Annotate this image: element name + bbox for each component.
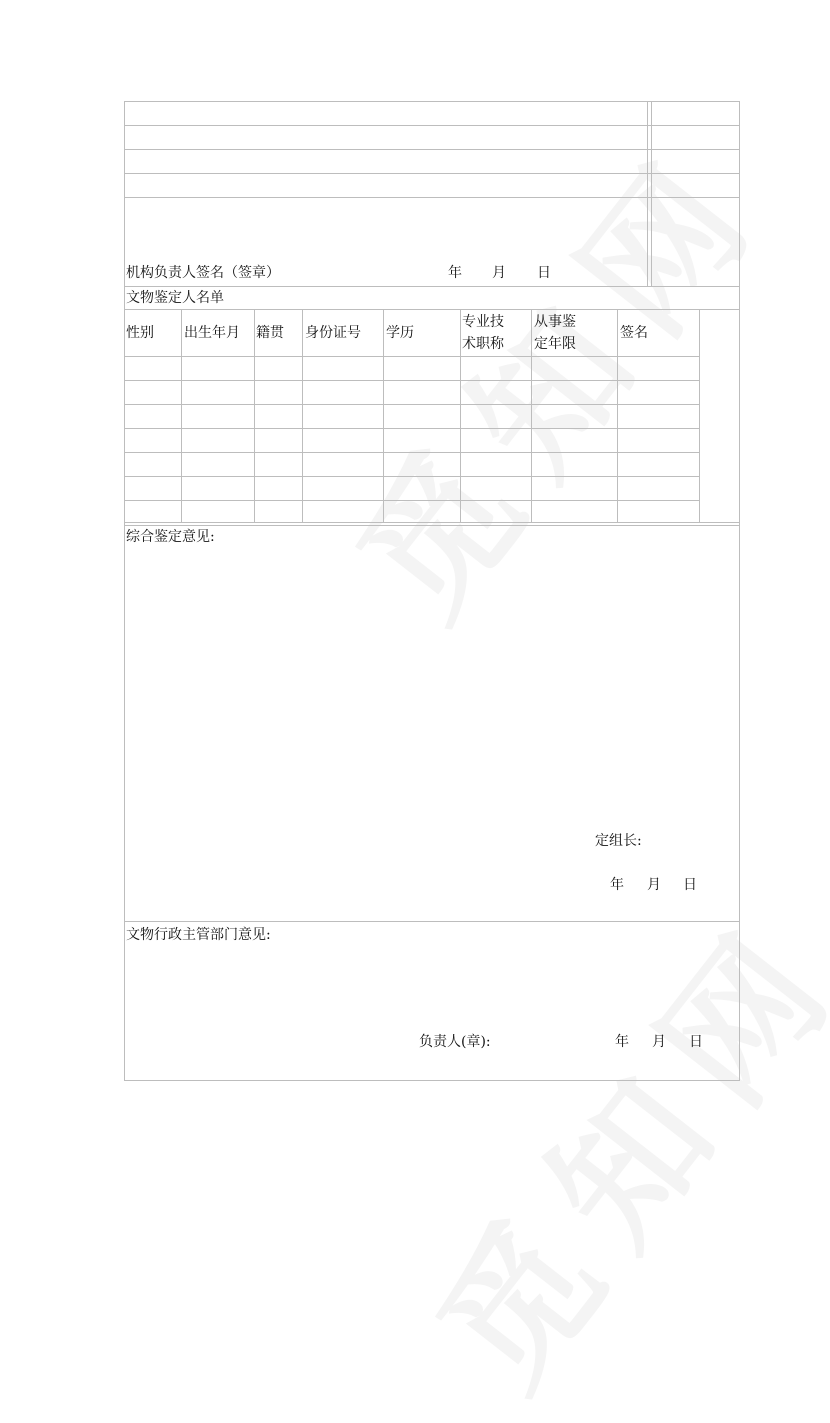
- table-col-line: [460, 309, 461, 522]
- table-col-line: [699, 309, 700, 522]
- header-title-line1: 专业技: [462, 314, 504, 330]
- section-divider: [124, 525, 740, 526]
- header-birth: 出生年月: [184, 325, 240, 341]
- table-col-line: [617, 309, 618, 522]
- right-column-divider: [647, 101, 648, 286]
- table-col-line: [302, 309, 303, 522]
- section-divider: [124, 921, 740, 922]
- header-years-line1: 从事鉴: [534, 314, 576, 330]
- opinion-year-label: 年: [610, 877, 624, 893]
- opinion-title: 综合鉴定意见:: [126, 529, 215, 545]
- org-year-label: 年: [448, 265, 462, 281]
- header-title-line2: 术职称: [462, 336, 504, 352]
- right-column-divider-inner: [651, 101, 652, 286]
- org-month-label: 月: [492, 265, 506, 281]
- opinion-day-label: 日: [683, 877, 697, 893]
- table-line: [124, 500, 700, 501]
- table-col-line: [531, 309, 532, 522]
- admin-title: 文物行政主管部门意见:: [126, 927, 271, 943]
- table-line: [124, 476, 700, 477]
- table-col-line: [181, 309, 182, 522]
- header-native-place: 籍贯: [256, 325, 284, 341]
- table-line: [124, 404, 700, 405]
- table-col-line: [254, 309, 255, 522]
- table-line: [124, 428, 700, 429]
- appraisers-title: 文物鉴定人名单: [126, 290, 224, 306]
- opinion-leader-label: 定组长:: [595, 833, 642, 849]
- header-id-number: 身份证号: [305, 325, 361, 341]
- header-gender: 性别: [126, 325, 154, 341]
- header-signature: 签名: [620, 325, 648, 341]
- table-line: [124, 356, 700, 357]
- row-divider: [124, 309, 740, 310]
- opinion-month-label: 月: [647, 877, 661, 893]
- table-col-line: [383, 309, 384, 522]
- header-education: 学历: [386, 325, 414, 341]
- table-line: [124, 522, 740, 523]
- row-divider: [124, 286, 740, 287]
- org-day-label: 日: [537, 265, 551, 281]
- table-line: [124, 380, 700, 381]
- org-signature-label: 机构负责人签名（签章）: [126, 265, 280, 281]
- admin-day-label: 日: [689, 1034, 703, 1050]
- admin-month-label: 月: [652, 1034, 666, 1050]
- header-years-line2: 定年限: [534, 336, 576, 352]
- table-line: [124, 452, 700, 453]
- admin-responsible-label: 负责人(章):: [419, 1034, 491, 1050]
- admin-year-label: 年: [615, 1034, 629, 1050]
